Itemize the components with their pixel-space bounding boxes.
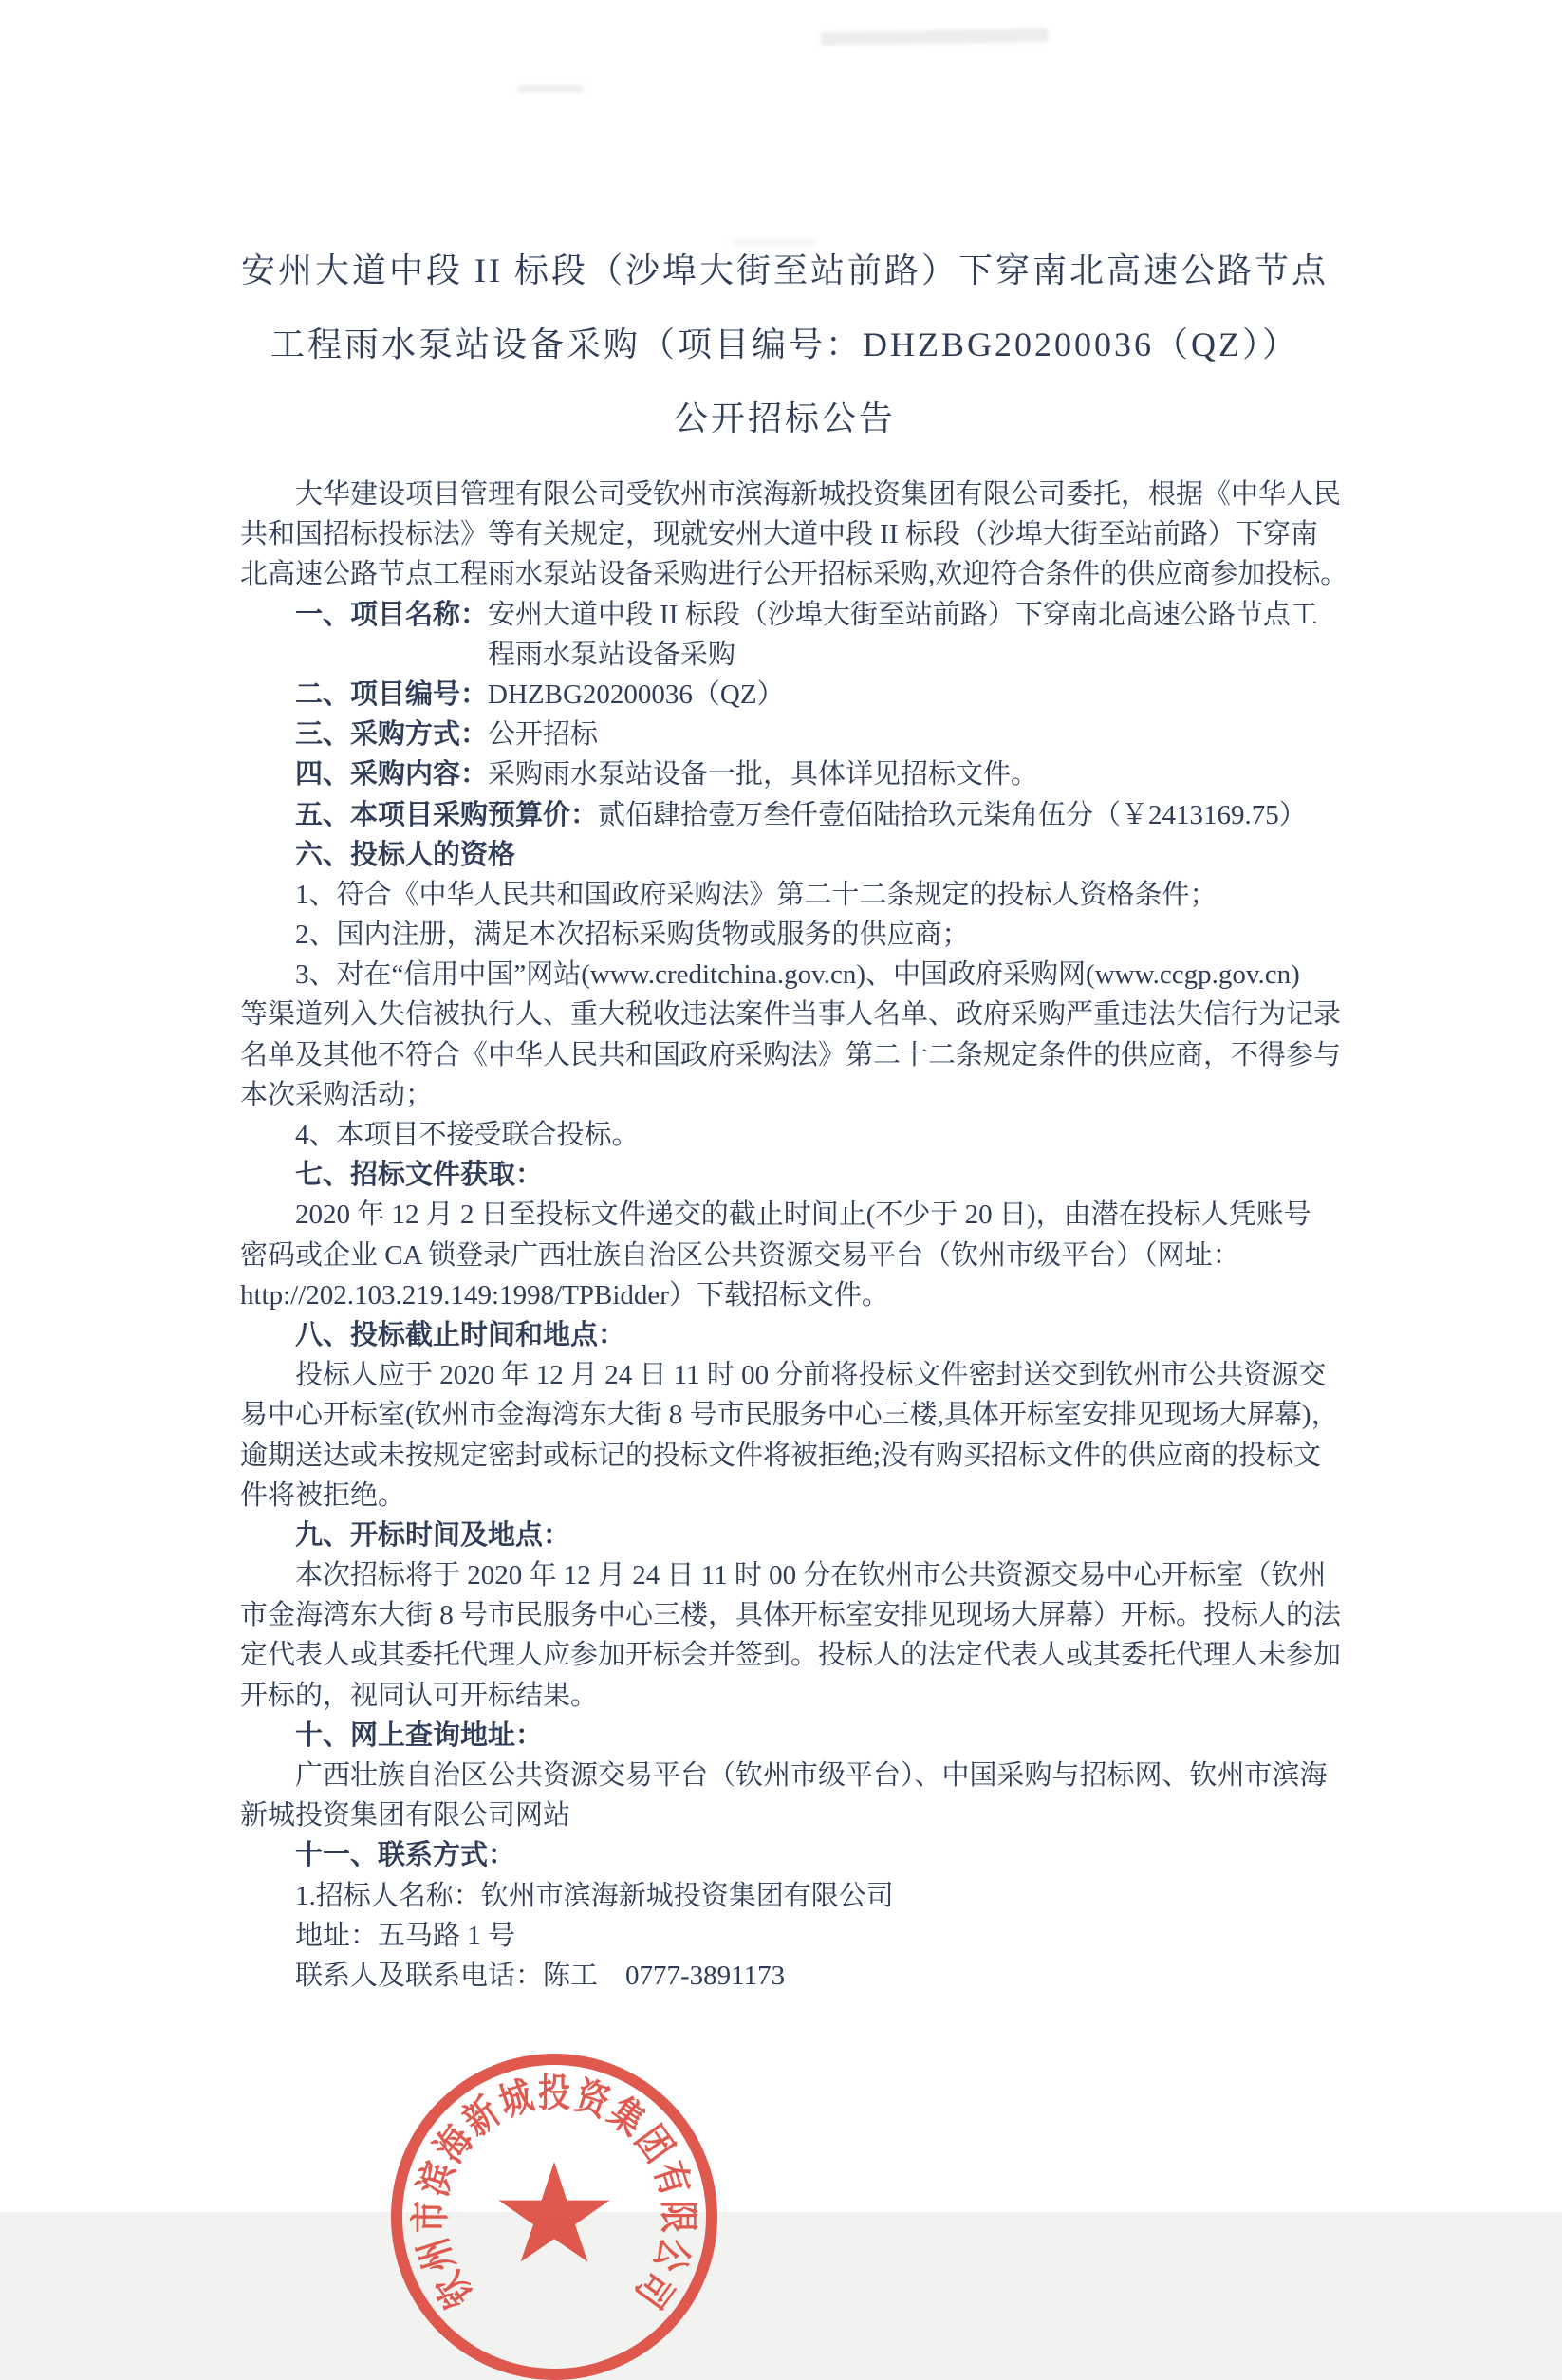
- document-title-line-1: 安州大道中段 II 标段（沙埠大街至站前路）下穿南北高速公路节点: [241, 251, 1329, 289]
- section-4-heading: [240, 754, 1330, 794]
- section-2-value: DHZBG20200036（QZ）: [488, 679, 785, 710]
- section-9-line-3: 定代表人或其委托代理人应参加开标会并签到。投标人的法定代表人或其委托代理人未参加: [240, 1640, 1342, 1671]
- seal-character: 城: [493, 2074, 539, 2126]
- section-8-line-4: 件将被拒绝。: [240, 1479, 406, 1511]
- section-1-label: 一、项目名称：: [295, 599, 489, 630]
- section-9-line-1: 本次招标将于 2020 年 12 月 24 日 11 时 00 分在钦州市公共资源交易中心开标室（钦州: [295, 1560, 1327, 1591]
- section-4-label: 四、采购内容：: [295, 759, 489, 790]
- seal-character: 新: [456, 2091, 509, 2145]
- section-6-item-3-line-4: 本次采购活动；: [240, 1079, 434, 1110]
- section-11-line-1: 1.招标人名称：钦州市滨海新城投资集团有限公司: [295, 1880, 894, 1911]
- seal-character: 有: [645, 2156, 697, 2202]
- section-4-value: 采购雨水泵站设备一批，具体详见招标文件。: [488, 759, 1039, 790]
- intro-line-1: 大华建设项目管理有限公司受钦州市滨海新城投资集团有限公司委托，根据《中华人民: [295, 479, 1342, 510]
- section-2-label: 二、项目编号：: [295, 679, 489, 710]
- section-2-heading: [240, 675, 1330, 715]
- section-7-line-3: http://202.103.219.149:1998/TPBidder）下载招标文件。: [240, 1279, 889, 1311]
- section-9-line-4: 开标的，视同认可开标结果。: [240, 1680, 599, 1711]
- section-7-heading: 七、招标文件获取：: [295, 1160, 544, 1191]
- document-content: [240, 233, 1348, 1996]
- section-6-item-3-line-2: 等渠道列入失信被执行人、重大税收违法案件当事人名单、政府采购严重违法失信行为记录: [240, 999, 1342, 1031]
- section-9-heading: 九、开标时间及地点：: [295, 1519, 571, 1551]
- section-8-line-3: 逾期送达或未按规定密封或标记的投标文件将被拒绝;没有购买招标文件的供应商的投标文: [240, 1440, 1322, 1471]
- document-body: [240, 474, 1348, 1996]
- section-6-heading: 六、投标人的资格: [295, 839, 516, 870]
- section-5-label: 五、本项目采购预算价：: [295, 799, 599, 830]
- section-9-line-2: 市金海湾东大街 8 号市民服务中心三楼，具体开标室安排见现场大屏幕）开标。投标人的法: [240, 1600, 1342, 1631]
- scan-artifact: [821, 28, 1049, 46]
- section-6-item-4: 4、本项目不接受联合投标。: [295, 1120, 640, 1150]
- section-8-line-1: 投标人应于 2020 年 12 月 24 日 11 时 00 分前将投标文件密封送交到钦州市公共资源交: [295, 1360, 1327, 1391]
- section-7-line-1: 2020 年 12 月 2 日至投标文件递交的截止时间止(不少于 20 日)，由潜在投标人凭账号: [295, 1199, 1311, 1231]
- section-1-value-line-2: 程雨水泵站设备采购: [488, 639, 736, 670]
- section-10-heading: 十、网上查询地址：: [295, 1720, 544, 1751]
- section-8-heading: 八、投标截止时间和地点：: [295, 1319, 626, 1350]
- section-5-value: 贰佰肆拾壹万叁仟壹佰陆拾玖元柒角伍分（￥2413169.75）: [598, 799, 1307, 830]
- section-1-value-line-1: 安州大道中段 II 标段（沙埠大街至站前路）下穿南北高速公路节点工: [488, 599, 1318, 630]
- section-6-item-3-line-3: 名单及其他不符合《中华人民共和国政府采购法》第二十二条规定条件的供应商，不得参与: [240, 1039, 1342, 1070]
- section-3-value: 公开招标: [488, 719, 599, 751]
- section-10-line-2: 新城投资集团有限公司网站: [240, 1800, 571, 1831]
- seal-star-icon: [496, 2162, 612, 2272]
- section-11-heading: 十一、联系方式：: [295, 1840, 516, 1871]
- document-title-line-2: 工程雨水泵站设备采购（项目编号：DHZBG20200036（QZ））: [270, 325, 1299, 363]
- intro-line-3: 北高速公路节点工程雨水泵站设备采购进行公开招标采购,欢迎符合条件的供应商参加投标。: [240, 559, 1348, 590]
- section-10-line-1: 广西壮族自治区公共资源交易平台（钦州市级平台）、中国采购与招标网、钦州市滨海: [295, 1760, 1328, 1791]
- section-7-line-2: 密码或企业 CA 锁登录广西壮族自治区公共资源交易平台（钦州市级平台）（网址：: [240, 1239, 1240, 1271]
- section-6-item-3-line-1: 3、对在“信用中国”网站(www.creditchina.gov.cn)、中国政府采购网(www.ccgp.gov.cn): [295, 959, 1300, 991]
- section-6-item-1: 1、符合《中华人民共和国政府采购法》第二十二条规定的投标人资格条件；: [295, 879, 1218, 910]
- section-11-line-3: 联系人及联系电话：陈工 0777-3891173: [295, 1960, 786, 1991]
- seal-character: 限: [655, 2201, 698, 2233]
- section-11-line-2: 地址：五马路 1 号: [295, 1920, 516, 1951]
- section-3-heading: [240, 715, 1330, 754]
- intro-line-2: 共和国招标投标法》等有关规定，现就安州大道中段 II 标段（沙埠大街至站前路）下穿南: [240, 519, 1318, 550]
- company-seal: [391, 2054, 717, 2380]
- seal-character: 投: [538, 2073, 570, 2116]
- seal-character: 团: [626, 2119, 680, 2171]
- seal-character: 市: [410, 2201, 454, 2233]
- document-title-line-3: 公开招标公告: [673, 400, 896, 437]
- section-1-heading: [240, 595, 1330, 635]
- scan-artifact: [517, 85, 584, 92]
- section-5-heading: [240, 795, 1330, 835]
- section-6-item-2: 2、国内注册，满足本次招标采购货物或服务的供应商；: [295, 920, 970, 951]
- seal-character: 司: [626, 2262, 680, 2315]
- section-3-label: 三、采购方式：: [295, 719, 489, 751]
- seal-character: 滨: [412, 2156, 463, 2202]
- seal-character: 州: [412, 2232, 463, 2278]
- seal-character: 海: [428, 2119, 482, 2171]
- seal-character: 资: [569, 2074, 615, 2126]
- seal-character: 集: [600, 2091, 652, 2145]
- section-8-line-2: 易中心开标室(钦州市金海湾东大街 8 号市民服务中心三楼,具体开标室安排见现场大屏幕)，: [240, 1400, 1339, 1431]
- seal-character: 公: [645, 2232, 697, 2278]
- seal-character: 钦: [428, 2262, 482, 2315]
